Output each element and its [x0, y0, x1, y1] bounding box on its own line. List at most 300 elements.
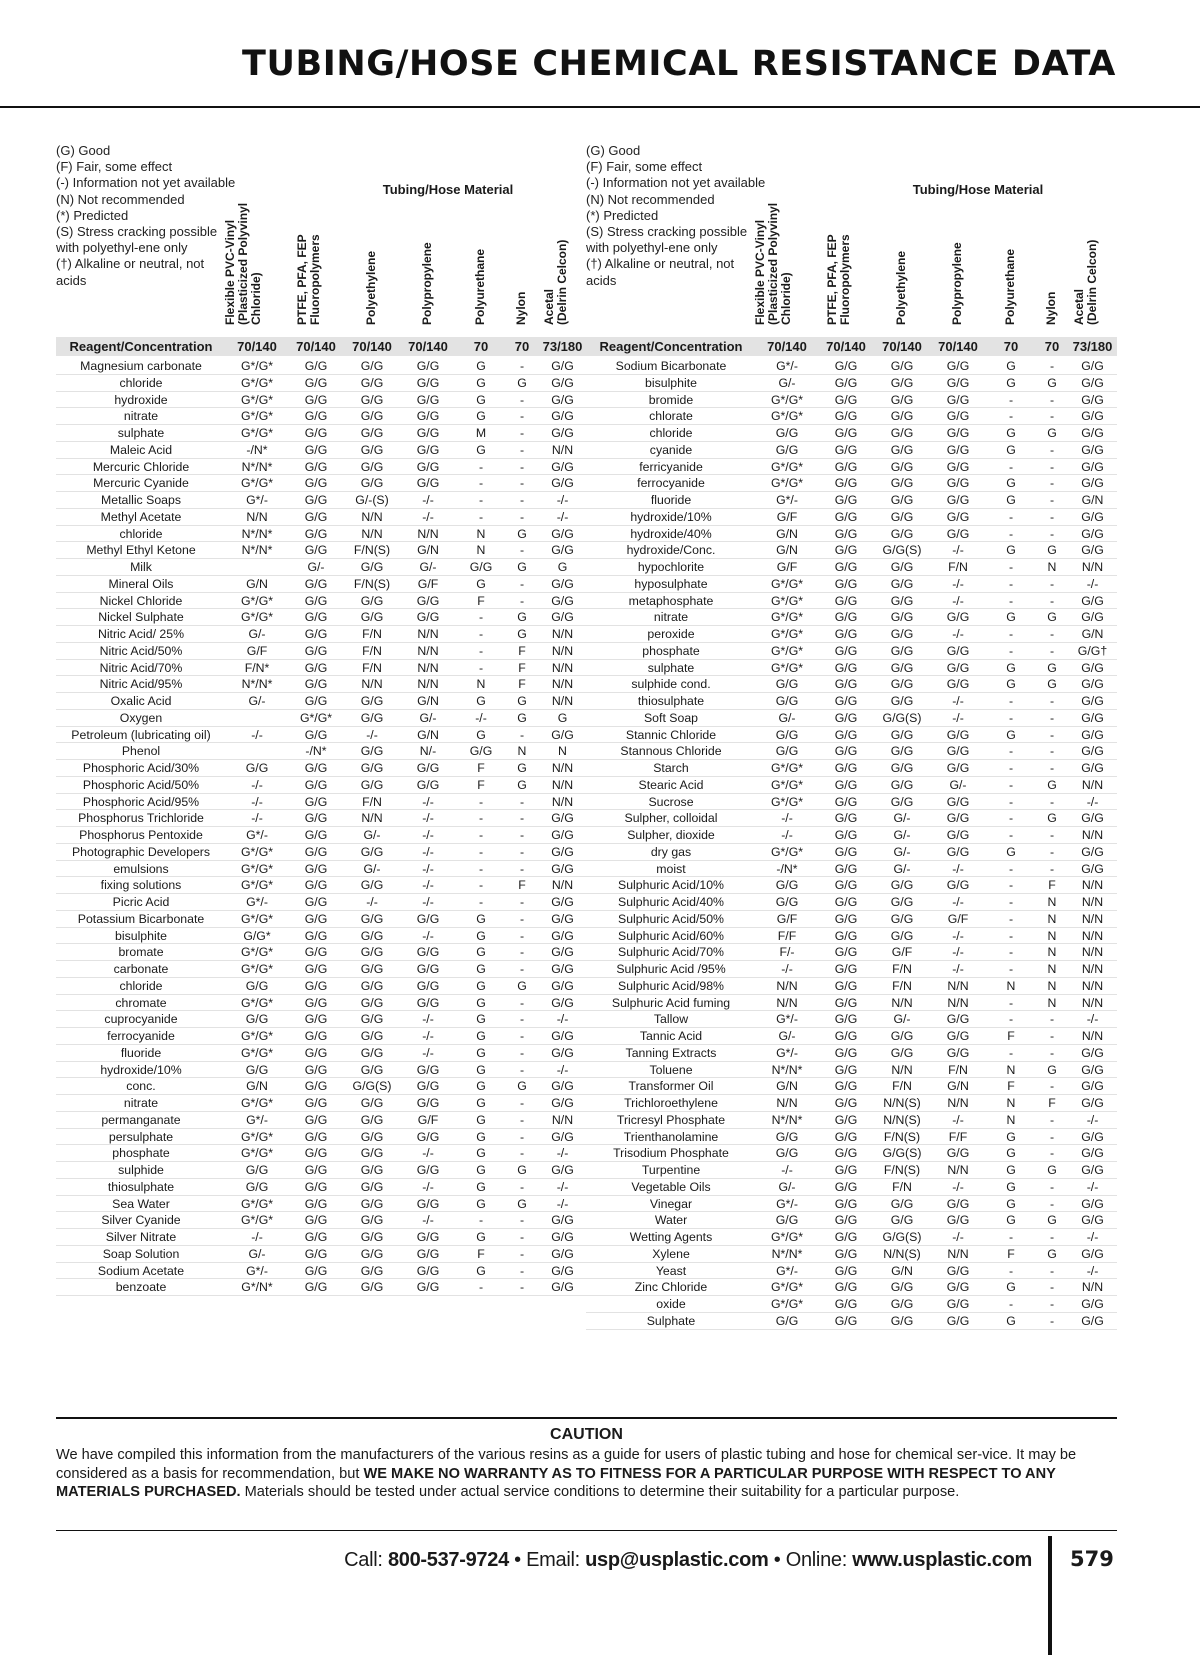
rating-cell: -/-	[1086, 1230, 1099, 1244]
table-row	[586, 1246, 1117, 1263]
rating-cell: G/-	[778, 710, 796, 725]
table-row	[586, 743, 1117, 760]
material-header-line: Nylon	[1044, 291, 1058, 325]
rating-cell: -	[1049, 844, 1055, 859]
table-row	[56, 676, 587, 693]
rating-cell: -/-	[556, 1062, 569, 1077]
call-label: Call:	[344, 1549, 388, 1571]
legend	[586, 143, 766, 289]
reagent-cell: Mercuric Cyanide	[93, 476, 189, 491]
rating-cell: G	[1006, 493, 1016, 507]
table-row	[586, 760, 1117, 777]
reagent-cell: Nickel Chloride	[99, 593, 183, 608]
reagent-cell: bromate	[118, 945, 164, 960]
rating-cell: G*/G*	[770, 1297, 804, 1311]
rating-cell: G/G	[416, 761, 440, 775]
rating-cell: G/G	[834, 627, 858, 641]
rating-cell: G/G	[946, 459, 970, 474]
rating-cell: -	[1008, 560, 1014, 574]
table-row	[586, 1145, 1117, 1162]
reagent-cell: hyposulphate	[634, 576, 708, 591]
table-row	[56, 1129, 587, 1146]
table-row	[586, 777, 1117, 794]
rating-cell: G/G	[890, 727, 914, 742]
rating-cell: -/N*	[305, 744, 327, 759]
reagent-cell: hydroxide/40%	[630, 526, 712, 541]
rating-cell: N	[1006, 1096, 1016, 1110]
rating-cell: -/-	[422, 1012, 434, 1027]
rating-cell: G/G	[416, 442, 440, 457]
rating-cell: G/G	[416, 610, 440, 625]
material-heading: Tubing/Hose Material	[382, 182, 514, 197]
rating-cell: G*/G*	[240, 1096, 274, 1110]
rating-cell: G/G	[890, 627, 914, 641]
table-row	[586, 961, 1117, 978]
rating-cell: G/N	[947, 1079, 969, 1094]
rating-cell: G/F	[776, 911, 798, 926]
rating-cell: G/G	[360, 560, 384, 574]
rating-cell: F	[1048, 1096, 1056, 1110]
reagent-cell: Picric Acid	[112, 895, 170, 909]
rating-cell: G/G	[834, 1230, 858, 1244]
table-row	[56, 1095, 587, 1112]
reagent-cell: Yeast	[655, 1263, 687, 1278]
rating-cell: G/G	[1081, 694, 1104, 708]
rating-cell: G/F	[891, 945, 913, 960]
rating-cell: G*/G*	[240, 359, 274, 373]
rating-cell: -	[478, 476, 484, 491]
rating-cell: F	[1048, 878, 1056, 893]
reagent-cell: moist	[656, 861, 686, 876]
rating-cell: G/G	[416, 392, 440, 407]
table-row	[56, 643, 587, 660]
rating-cell: G/G	[360, 878, 384, 893]
table-row	[56, 660, 587, 677]
rating-cell: G	[1047, 677, 1057, 692]
rating-cell: -	[519, 1179, 525, 1194]
table-row	[56, 693, 587, 710]
rating-cell: G	[1006, 1179, 1016, 1194]
reagent-cell: Trichloroethylene	[624, 1096, 718, 1110]
rating-cell: G/N	[1081, 627, 1104, 641]
rating-cell: G	[476, 1045, 486, 1060]
rating-cell: G/G	[245, 1163, 269, 1177]
reagent-cell: Tallow	[653, 1012, 689, 1027]
rating-cell: G/G	[416, 375, 440, 390]
rating-cell: G/G	[360, 1196, 384, 1211]
reagent-cell: sulphate	[117, 426, 165, 440]
online-label: • Online:	[768, 1549, 853, 1571]
rating-cell: G/G	[304, 928, 328, 943]
rating-cell: G/G	[834, 1246, 858, 1261]
rating-cell: -	[1049, 593, 1055, 608]
rating-cell: N/N	[1081, 895, 1104, 909]
rating-cell: G/G	[1081, 375, 1104, 390]
rating-cell: -/-	[952, 1112, 964, 1127]
rating-cell: -	[1049, 1280, 1055, 1295]
rating-cell: G/G	[775, 895, 799, 909]
table-row	[586, 475, 1117, 492]
rating-cell: G/G	[946, 660, 970, 675]
rating-cell: F	[518, 660, 526, 675]
table-header-block	[586, 143, 1117, 327]
rating-cell: G/G	[416, 1079, 440, 1094]
rating-cell: G/G	[416, 476, 440, 491]
rating-cell: -	[519, 1012, 525, 1027]
rating-cell: G*/G*	[240, 861, 274, 876]
rating-cell: G	[476, 727, 486, 742]
rating-cell: G	[517, 694, 527, 708]
rating-cell: G	[476, 978, 486, 993]
rating-cell: G/G	[245, 1062, 269, 1077]
rating-cell: G/G	[946, 1313, 970, 1328]
rating-cell: G*/G*	[240, 1029, 274, 1043]
rating-cell: N/N	[1081, 962, 1104, 976]
rating-cell: -/-	[251, 794, 263, 809]
reagent-cell: Soap Solution	[102, 1246, 180, 1261]
reagent-cell: ferrocyanide	[637, 476, 705, 491]
rating-cell: G/G	[304, 576, 328, 591]
rating-cell: G*/G*	[240, 593, 274, 608]
rating-cell: G/G	[304, 1079, 328, 1094]
rating-cell: G/G	[416, 409, 440, 424]
rating-cell: -	[519, 794, 525, 809]
resistance-table-right	[586, 143, 1117, 1330]
material-heading: Tubing/Hose Material	[912, 182, 1044, 197]
material-header	[986, 177, 1036, 327]
rating-cell: G/G	[304, 945, 328, 960]
rating-cell: G	[517, 1163, 527, 1177]
rating-cell: -	[1008, 643, 1014, 658]
rating-cell: G*/G*	[240, 995, 274, 1010]
rating-cell: G*/-	[246, 1263, 268, 1278]
rating-cell: G*/G*	[240, 375, 274, 390]
legend-item: (N) Not recommended	[586, 191, 715, 207]
temperature-column-header: 70/140	[408, 339, 448, 354]
rating-cell: G/G	[946, 409, 970, 424]
table-row	[586, 1112, 1117, 1129]
temperature-column-header: 70/140	[826, 339, 866, 354]
reagent-cell: oxide	[656, 1297, 686, 1311]
legend	[56, 143, 236, 289]
rating-cell: G	[476, 1112, 486, 1127]
rating-cell: -	[1008, 526, 1014, 541]
rating-cell: F/F	[777, 928, 797, 943]
rating-cell: G	[1047, 375, 1057, 390]
rating-cell: -	[1049, 1263, 1055, 1278]
rating-cell: G/G	[1081, 844, 1104, 859]
rating-cell: -/-	[952, 627, 964, 641]
table-row	[56, 475, 587, 492]
table-row	[586, 392, 1117, 409]
rating-cell: G/-	[893, 844, 911, 859]
rating-cell: G/G	[304, 1096, 328, 1110]
rating-cell: G/G	[1081, 359, 1104, 373]
phone-link[interactable]: 800-537-9724	[387, 1549, 509, 1571]
table-row	[56, 844, 587, 861]
rating-cell: G/G	[834, 392, 858, 407]
rating-cell: F	[1007, 1079, 1015, 1094]
rating-cell: -	[519, 861, 525, 876]
rating-cell: G/G	[304, 509, 328, 524]
rating-cell: G/G	[360, 761, 384, 775]
rating-cell: -	[519, 995, 525, 1010]
table-row	[586, 643, 1117, 660]
rating-cell: -/-	[781, 811, 793, 826]
rating-cell: G/G	[775, 694, 799, 708]
rating-cell: -	[478, 627, 484, 641]
rating-cell: G	[1047, 1246, 1057, 1261]
rating-cell: G/G	[304, 643, 328, 658]
reagent-cell: cyanide	[649, 442, 693, 457]
rating-cell: G/G	[890, 1213, 914, 1228]
rating-cell: F/N(S)	[353, 543, 391, 558]
rating-cell: G/G	[304, 911, 328, 926]
reagent-cell: Photographic Developers	[71, 844, 211, 859]
rating-cell: G	[557, 560, 568, 574]
rating-cell: G/G	[834, 928, 858, 943]
rating-cell: N/N	[417, 643, 439, 658]
rating-cell: G*/G*	[770, 844, 804, 859]
table-row	[586, 408, 1117, 425]
rating-cell: N/N	[551, 761, 574, 775]
rating-cell: G	[1006, 442, 1016, 457]
table-row	[56, 1145, 587, 1162]
rating-cell: F	[518, 643, 526, 658]
reagent-cell: hydroxide/10%	[630, 509, 712, 524]
rating-cell: -	[1008, 509, 1014, 524]
rating-cell: F/N	[892, 962, 912, 976]
table-row	[56, 877, 587, 894]
table-row	[586, 710, 1117, 727]
rating-cell: G/G	[834, 861, 858, 876]
rating-cell: -/-	[422, 928, 434, 943]
reagent-cell: Tanning Extracts	[625, 1045, 717, 1060]
rating-cell: N	[1006, 978, 1016, 993]
table-row	[56, 526, 587, 543]
rating-cell: G*/-	[246, 1112, 268, 1127]
table-row	[56, 492, 587, 509]
temperature-column-header: 70/140	[237, 339, 277, 354]
rating-cell: G/G	[360, 1045, 384, 1060]
rating-cell: -/-	[556, 509, 569, 524]
reagent-cell: Nitric Acid/70%	[99, 660, 183, 675]
rating-cell: G	[476, 995, 486, 1010]
rating-cell: G	[1006, 677, 1016, 692]
table-header-block	[56, 143, 587, 327]
table-row	[586, 1129, 1117, 1146]
material-header-line: PTFE, PFA, FEP	[295, 234, 309, 325]
rating-cell: N	[476, 543, 486, 558]
rating-cell: G/G	[416, 1163, 440, 1177]
rating-cell: -	[1008, 1263, 1014, 1278]
rating-cell: G/G	[1081, 1062, 1104, 1077]
rating-cell: G/G	[360, 1246, 384, 1261]
rating-cell: N/N	[1081, 945, 1104, 960]
rating-cell: N	[476, 677, 486, 692]
rating-cell: G/N	[417, 543, 439, 558]
rating-cell: N/N	[551, 677, 574, 692]
rating-cell: G	[1047, 811, 1057, 826]
material-header-line: Polyurethane	[473, 248, 487, 325]
table-row	[56, 961, 587, 978]
rating-cell: N/N	[246, 509, 268, 524]
rating-cell: G/G	[1081, 1096, 1104, 1110]
rating-cell: G/G	[946, 727, 970, 742]
temperature-column-header: 70/140	[938, 339, 978, 354]
rating-cell: G*/G*	[770, 593, 804, 608]
rating-cell: G/G	[551, 945, 574, 960]
table-row	[56, 1028, 587, 1045]
reagent-cell: Sulphuric Acid fuming	[611, 995, 731, 1010]
rating-cell: N/N	[776, 978, 798, 993]
website-link[interactable]: www.usplastic.com	[852, 1549, 1032, 1571]
rating-cell: N*/N*	[771, 1246, 803, 1261]
rating-cell: G/G	[416, 911, 440, 926]
reagent-cell: Silver Cyanide	[101, 1213, 181, 1228]
rating-cell: G/G	[304, 727, 328, 742]
rating-cell: G/G	[834, 1280, 858, 1295]
table-row	[586, 375, 1117, 392]
rating-cell: N/N	[551, 878, 574, 893]
reagent-cell: Sodium Bicarbonate	[615, 359, 727, 373]
rating-cell: G/G	[946, 828, 970, 842]
rating-cell: N/N	[551, 694, 574, 708]
footer-contact	[344, 1549, 1032, 1572]
rating-cell: G/G	[834, 442, 858, 457]
rating-cell: -	[478, 610, 484, 625]
rating-cell: G*/G*	[240, 1213, 274, 1228]
legend-item: (†) Alkaline or neutral, not acids	[56, 256, 205, 288]
email-link[interactable]: usp@usplastic.com	[585, 1549, 769, 1571]
rating-cell: -	[519, 1045, 525, 1060]
table-body	[56, 358, 587, 1296]
material-header	[1036, 177, 1068, 327]
rating-cell: G/G	[775, 442, 799, 457]
material-header	[400, 177, 456, 327]
reagent-cell: thiosulphate	[637, 694, 705, 708]
rating-cell: G/G	[890, 509, 914, 524]
rating-cell: G/N	[246, 576, 268, 591]
rating-cell: G	[517, 761, 527, 775]
rating-cell: -/-	[1086, 576, 1099, 591]
legend-item: (G) Good	[586, 143, 641, 158]
rating-cell: N/N(S)	[883, 1246, 921, 1261]
caution-text	[56, 1446, 1117, 1502]
rating-cell: G/N	[891, 1263, 913, 1278]
reagent-cell: Starch	[653, 761, 689, 775]
rating-cell: -	[1049, 694, 1055, 708]
reagent-cell: Sulphuric Acid/98%	[618, 978, 724, 993]
rating-cell: G/G	[1081, 710, 1104, 725]
rating-cell: N/N	[361, 811, 383, 826]
rating-cell: G/G	[551, 1163, 574, 1177]
rating-cell: -	[519, 392, 525, 407]
rating-cell: G/G	[946, 677, 970, 692]
reagent-cell: Stannic Chloride	[625, 727, 717, 742]
rating-cell: -	[1049, 1196, 1055, 1211]
rating-cell: G/G	[360, 476, 384, 491]
rating-cell: G*/G*	[770, 794, 804, 809]
rating-cell: G/G	[1081, 1196, 1104, 1211]
rating-cell: N/N	[1081, 1280, 1104, 1295]
rating-cell: G/G	[946, 1297, 970, 1311]
material-header-line: Chloride)	[779, 272, 793, 325]
rating-cell: G/G	[834, 794, 858, 809]
rating-cell: -	[519, 459, 525, 474]
rating-cell: G/G	[304, 375, 328, 390]
rating-cell: G/G	[304, 811, 328, 826]
table-row	[586, 1095, 1117, 1112]
reagent-cell: Water	[654, 1213, 688, 1228]
rating-cell: -	[478, 493, 484, 507]
rating-cell: G*/G*	[240, 1146, 274, 1161]
rating-cell: G/G	[551, 978, 574, 993]
table-row	[586, 1212, 1117, 1229]
temperature-column-header: 70	[1003, 339, 1019, 354]
rating-cell: N/N	[551, 627, 574, 641]
table-row	[586, 609, 1117, 626]
table-row	[56, 944, 587, 961]
rating-cell: G/-	[893, 861, 911, 876]
rating-cell: G/F	[417, 1112, 439, 1127]
rating-cell: G/G	[304, 1012, 328, 1027]
rating-cell: G/G	[890, 1196, 914, 1211]
rating-cell	[226, 559, 288, 575]
legend-item: (*) Predicted	[56, 207, 129, 223]
rating-cell: -/-	[422, 1029, 434, 1043]
rating-cell: N	[517, 744, 527, 759]
reagent-cell: Sulpher, dioxide	[627, 828, 715, 842]
table-row	[586, 1028, 1117, 1045]
reagent-cell: Zinc Chloride	[634, 1280, 708, 1295]
rating-cell: G/G	[834, 610, 858, 625]
rating-cell: G/G	[1081, 442, 1104, 457]
reagent-cell: Sulphuric Acid/70%	[618, 945, 724, 960]
rating-cell: G/G	[551, 459, 574, 474]
rating-cell: G/F	[776, 509, 798, 524]
rating-cell: G/G	[416, 962, 440, 976]
reagent-cell: peroxide	[647, 627, 695, 641]
resistance-table-left	[56, 143, 587, 1296]
rating-cell: G/G	[890, 643, 914, 658]
rating-cell: G*/-	[776, 1012, 798, 1027]
rating-cell: G/G	[304, 694, 328, 708]
rating-cell: G/G	[304, 861, 328, 876]
table-row	[586, 1045, 1117, 1062]
rating-cell: G/-	[949, 777, 967, 792]
rating-cell: G/G	[834, 995, 858, 1010]
rating-cell: G/-	[893, 1012, 911, 1027]
rating-cell: G*/G*	[240, 962, 274, 976]
legend-item: (N) Not recommended	[56, 191, 185, 207]
rating-cell: G/G	[360, 409, 384, 424]
rating-cell: G/G	[360, 978, 384, 993]
legend-item: (S) Stress cracking possible with polyethyl-ene only	[586, 224, 748, 256]
reagent-cell: Nitric Acid/95%	[99, 677, 183, 692]
rating-cell: G/G	[890, 878, 914, 893]
rating-cell: G/G	[946, 610, 970, 625]
rating-cell: G/F	[246, 643, 268, 658]
reagent-cell: bisulphite	[645, 375, 697, 390]
rating-cell: G	[1047, 660, 1057, 675]
rating-cell: G/G	[304, 794, 328, 809]
rating-cell: G	[1047, 610, 1057, 625]
rating-cell: G/G	[946, 1029, 970, 1043]
rating-cell: G/G	[834, 409, 858, 424]
rating-cell: N/N	[551, 643, 574, 658]
material-header	[506, 177, 538, 327]
